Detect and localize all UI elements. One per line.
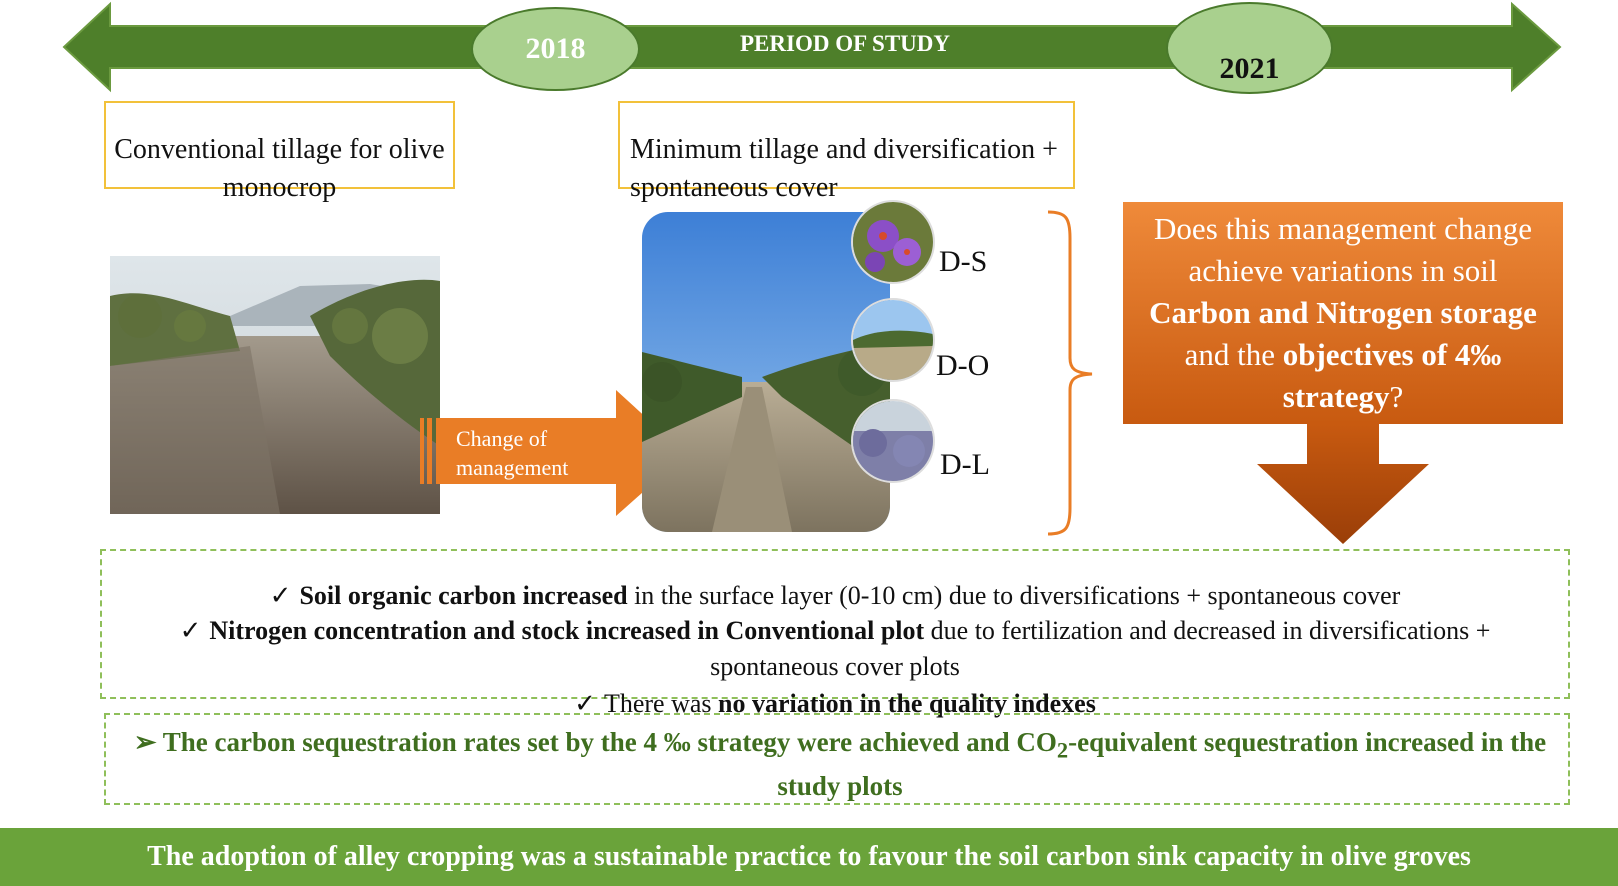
minimum-tillage-stage-label: Minimum tillage and diversification + spontaneous cover bbox=[630, 134, 1058, 203]
minimum-tillage-photo bbox=[642, 212, 890, 532]
finding-1 bbox=[120, 578, 1550, 614]
check-icon: ✓ bbox=[179, 616, 202, 645]
question-text-3: and the bbox=[1184, 337, 1283, 372]
period-of-study-label: PERIOD OF STUDY bbox=[740, 31, 950, 56]
check-icon: ✓ bbox=[574, 689, 596, 718]
finding-2-bold: Nitrogen concentration and stock increased in Conventional plot bbox=[209, 616, 925, 645]
research-question-box bbox=[1123, 202, 1563, 424]
question-text-5: ? bbox=[1389, 379, 1404, 414]
question-text-1: Does this management change achieve variations in soil bbox=[1154, 211, 1532, 288]
research-question-text bbox=[1135, 208, 1551, 418]
finding-2 bbox=[120, 613, 1550, 685]
finding-2-rest: due to fertilization and decreased in diversifications + spontaneous cover plots bbox=[710, 616, 1491, 681]
end-year: 2021 bbox=[1219, 52, 1280, 85]
summary-banner: The adoption of alley cropping was a sustainable practice to favour the soil carbon sink capacity in olive groves bbox=[0, 828, 1618, 886]
conclusion-text bbox=[130, 724, 1550, 804]
diversification-do-label: D-O bbox=[936, 349, 990, 382]
start-year-bubble bbox=[471, 7, 640, 91]
check-icon: ✓ bbox=[269, 581, 292, 610]
lavender-photo bbox=[851, 399, 935, 483]
change-of-management-label: Change of management bbox=[456, 426, 569, 480]
grove-photo bbox=[851, 298, 935, 382]
diversification-brace bbox=[1040, 208, 1100, 540]
down-arrow bbox=[1255, 424, 1431, 546]
diversification-dl-label: D-L bbox=[940, 448, 990, 481]
finding-1-bold: Soil organic carbon increased bbox=[299, 581, 628, 610]
start-year: 2018 bbox=[525, 32, 586, 65]
diversification-ds-label: D-S bbox=[939, 245, 988, 278]
finding-3-bold: no variation in the quality indexes bbox=[718, 689, 1096, 718]
pointer-icon: ➢ bbox=[133, 727, 157, 757]
finding-3-pre: There was bbox=[603, 689, 719, 718]
question-text-4: objectives of 4‰ strategy bbox=[1282, 337, 1502, 414]
conclusion-text-a: The carbon sequestration rates set by the 4 ‰ strategy were achieved and CO bbox=[162, 727, 1057, 757]
saffron-flowers-photo bbox=[851, 200, 935, 284]
question-text-2: Carbon and Nitrogen storage bbox=[1149, 295, 1537, 330]
finding-1-rest: in the surface layer (0-10 cm) due to diversifications + spontaneous cover bbox=[627, 581, 1401, 610]
end-year-bubble bbox=[1166, 2, 1333, 94]
conventional-tillage-photo bbox=[110, 256, 440, 514]
conclusion-text-b: -equivalent sequestration increased in the study plots bbox=[777, 727, 1547, 802]
conclusion-subscript: 2 bbox=[1056, 737, 1069, 763]
conventional-stage-label: Conventional tillage for olive monocrop bbox=[114, 134, 445, 203]
